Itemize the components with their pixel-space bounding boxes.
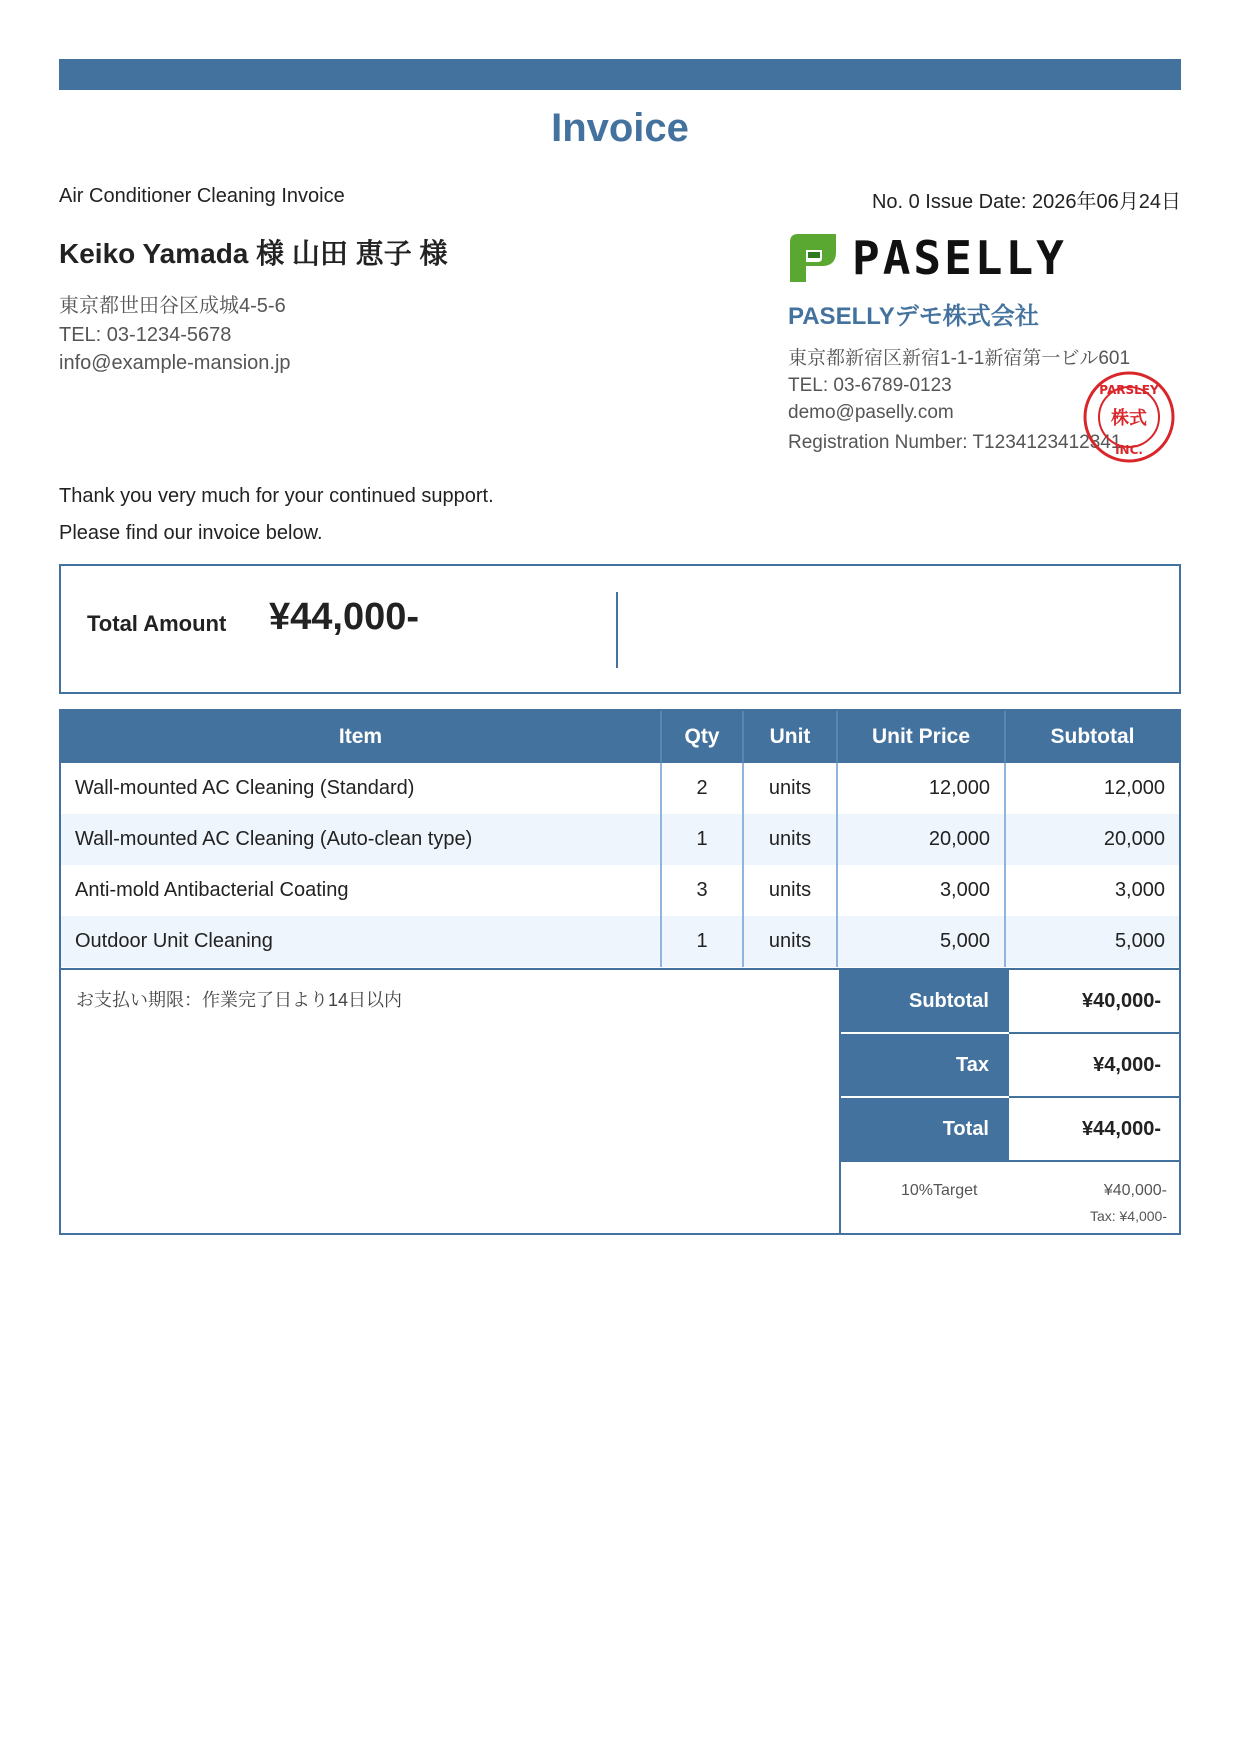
table-row <box>61 865 1179 916</box>
cell-item: Anti-mold Antibacterial Coating <box>61 865 661 916</box>
header-subtotal: Subtotal <box>1005 711 1179 763</box>
header-bar <box>59 59 1181 90</box>
customer-address: 東京都世田谷区成城4-5-6 <box>59 295 286 317</box>
company-tel: TEL: 03-6789-0123 <box>788 375 952 396</box>
total-amount-label: Total Amount <box>87 611 227 636</box>
table-row <box>61 763 1179 814</box>
summary-total-value: ¥44,000- <box>1082 1118 1161 1140</box>
company-name: PASELLYデモ株式会社 <box>788 303 1039 330</box>
total-amount-value: ¥44,000- <box>269 596 420 638</box>
cell-unit-price: 20,000 <box>837 814 1005 865</box>
tax-target-label: 10%Target <box>901 1182 978 1199</box>
cell-unit: units <box>743 814 837 865</box>
thanks-line-2: Please find our invoice below. <box>59 522 323 544</box>
registration-number: Registration Number: T1234123412341 <box>788 432 1122 453</box>
invoice-subtitle: Air Conditioner Cleaning Invoice <box>59 185 345 207</box>
table-header-row <box>61 711 1179 763</box>
payment-terms-note: お支払い期限：作業完了日より14日以内 <box>76 990 403 1010</box>
company-seal-stamp <box>1082 370 1176 469</box>
company-logo <box>788 231 1067 285</box>
page-title: Invoice <box>551 106 689 150</box>
total-amount-box <box>59 564 1181 694</box>
cell-subtotal: 5,000 <box>1005 916 1179 967</box>
customer-name: Keiko Yamada 様 山田 恵子 様 <box>59 238 448 269</box>
leaf-logo-icon <box>788 232 838 284</box>
cell-unit-price: 3,000 <box>837 865 1005 916</box>
cell-unit-price: 12,000 <box>837 763 1005 814</box>
summary-section <box>839 970 1181 1233</box>
thank-you-message <box>59 478 494 552</box>
header-unit-price: Unit Price <box>837 711 1005 763</box>
cell-item: Wall-mounted AC Cleaning (Standard) <box>61 763 661 814</box>
summary-separator <box>841 1160 1181 1162</box>
customer-tel: TEL: 03-1234-5678 <box>59 323 232 346</box>
summary-tax-value: ¥4,000- <box>1093 1054 1161 1076</box>
cell-unit-price: 5,000 <box>837 916 1005 967</box>
summary-subtotal-value: ¥40,000- <box>1082 990 1161 1012</box>
items-table <box>61 711 1179 967</box>
issue-info: No. 0 Issue Date: 2026年06月24日 <box>871 191 1181 213</box>
cell-qty: 1 <box>661 916 743 967</box>
cell-subtotal: 20,000 <box>1005 814 1179 865</box>
summary-subtotal-row <box>841 970 1181 1032</box>
cell-unit: units <box>743 916 837 967</box>
header-qty: Qty <box>661 711 743 763</box>
total-divider <box>616 592 618 668</box>
cell-item: Outdoor Unit Cleaning <box>61 916 661 967</box>
summary-total-label: Total <box>841 1098 1009 1160</box>
table-row <box>61 814 1179 865</box>
cell-subtotal: 3,000 <box>1114 879 1165 901</box>
logo-wordmark: PASELLY <box>852 231 1067 285</box>
summary-total-row <box>841 1098 1181 1160</box>
company-contact <box>788 345 1130 426</box>
cell-qty: 3 <box>661 865 743 916</box>
table-row <box>61 916 1179 967</box>
items-table-container <box>59 709 1181 1235</box>
cell-item: Wall-mounted AC Cleaning (Auto-clean type) <box>61 814 661 865</box>
thanks-line-1: Thank you very much for your continued support. <box>59 485 494 507</box>
summary-tax-label: Tax <box>841 1034 1009 1096</box>
summary-subtotal-label: Subtotal <box>841 970 1009 1032</box>
customer-contact <box>59 292 291 378</box>
company-email: demo@paselly.com <box>788 402 954 423</box>
cell-unit: units <box>743 763 837 814</box>
header-unit: Unit <box>743 711 837 763</box>
svg-text:株式: 株式 <box>1111 408 1147 429</box>
summary-tax-row <box>841 1034 1181 1096</box>
tax-target-value: ¥40,000- <box>1103 1182 1167 1199</box>
cell-unit: units <box>743 865 837 916</box>
cell-subtotal: 12,000 <box>1103 777 1165 799</box>
svg-text:PARSLEY: PARSLEY <box>1099 383 1159 397</box>
cell-qty: 2 <box>661 763 743 814</box>
tax-amount-note: Tax: ¥4,000- <box>1089 1208 1167 1224</box>
company-address: 東京都新宿区新宿1-1-1新宿第一ビル601 <box>788 348 1131 369</box>
customer-email: info@example-mansion.jp <box>59 352 291 374</box>
header-item: Item <box>61 711 661 763</box>
cell-qty: 1 <box>661 814 743 865</box>
svg-text:INC.: INC. <box>1115 443 1143 457</box>
